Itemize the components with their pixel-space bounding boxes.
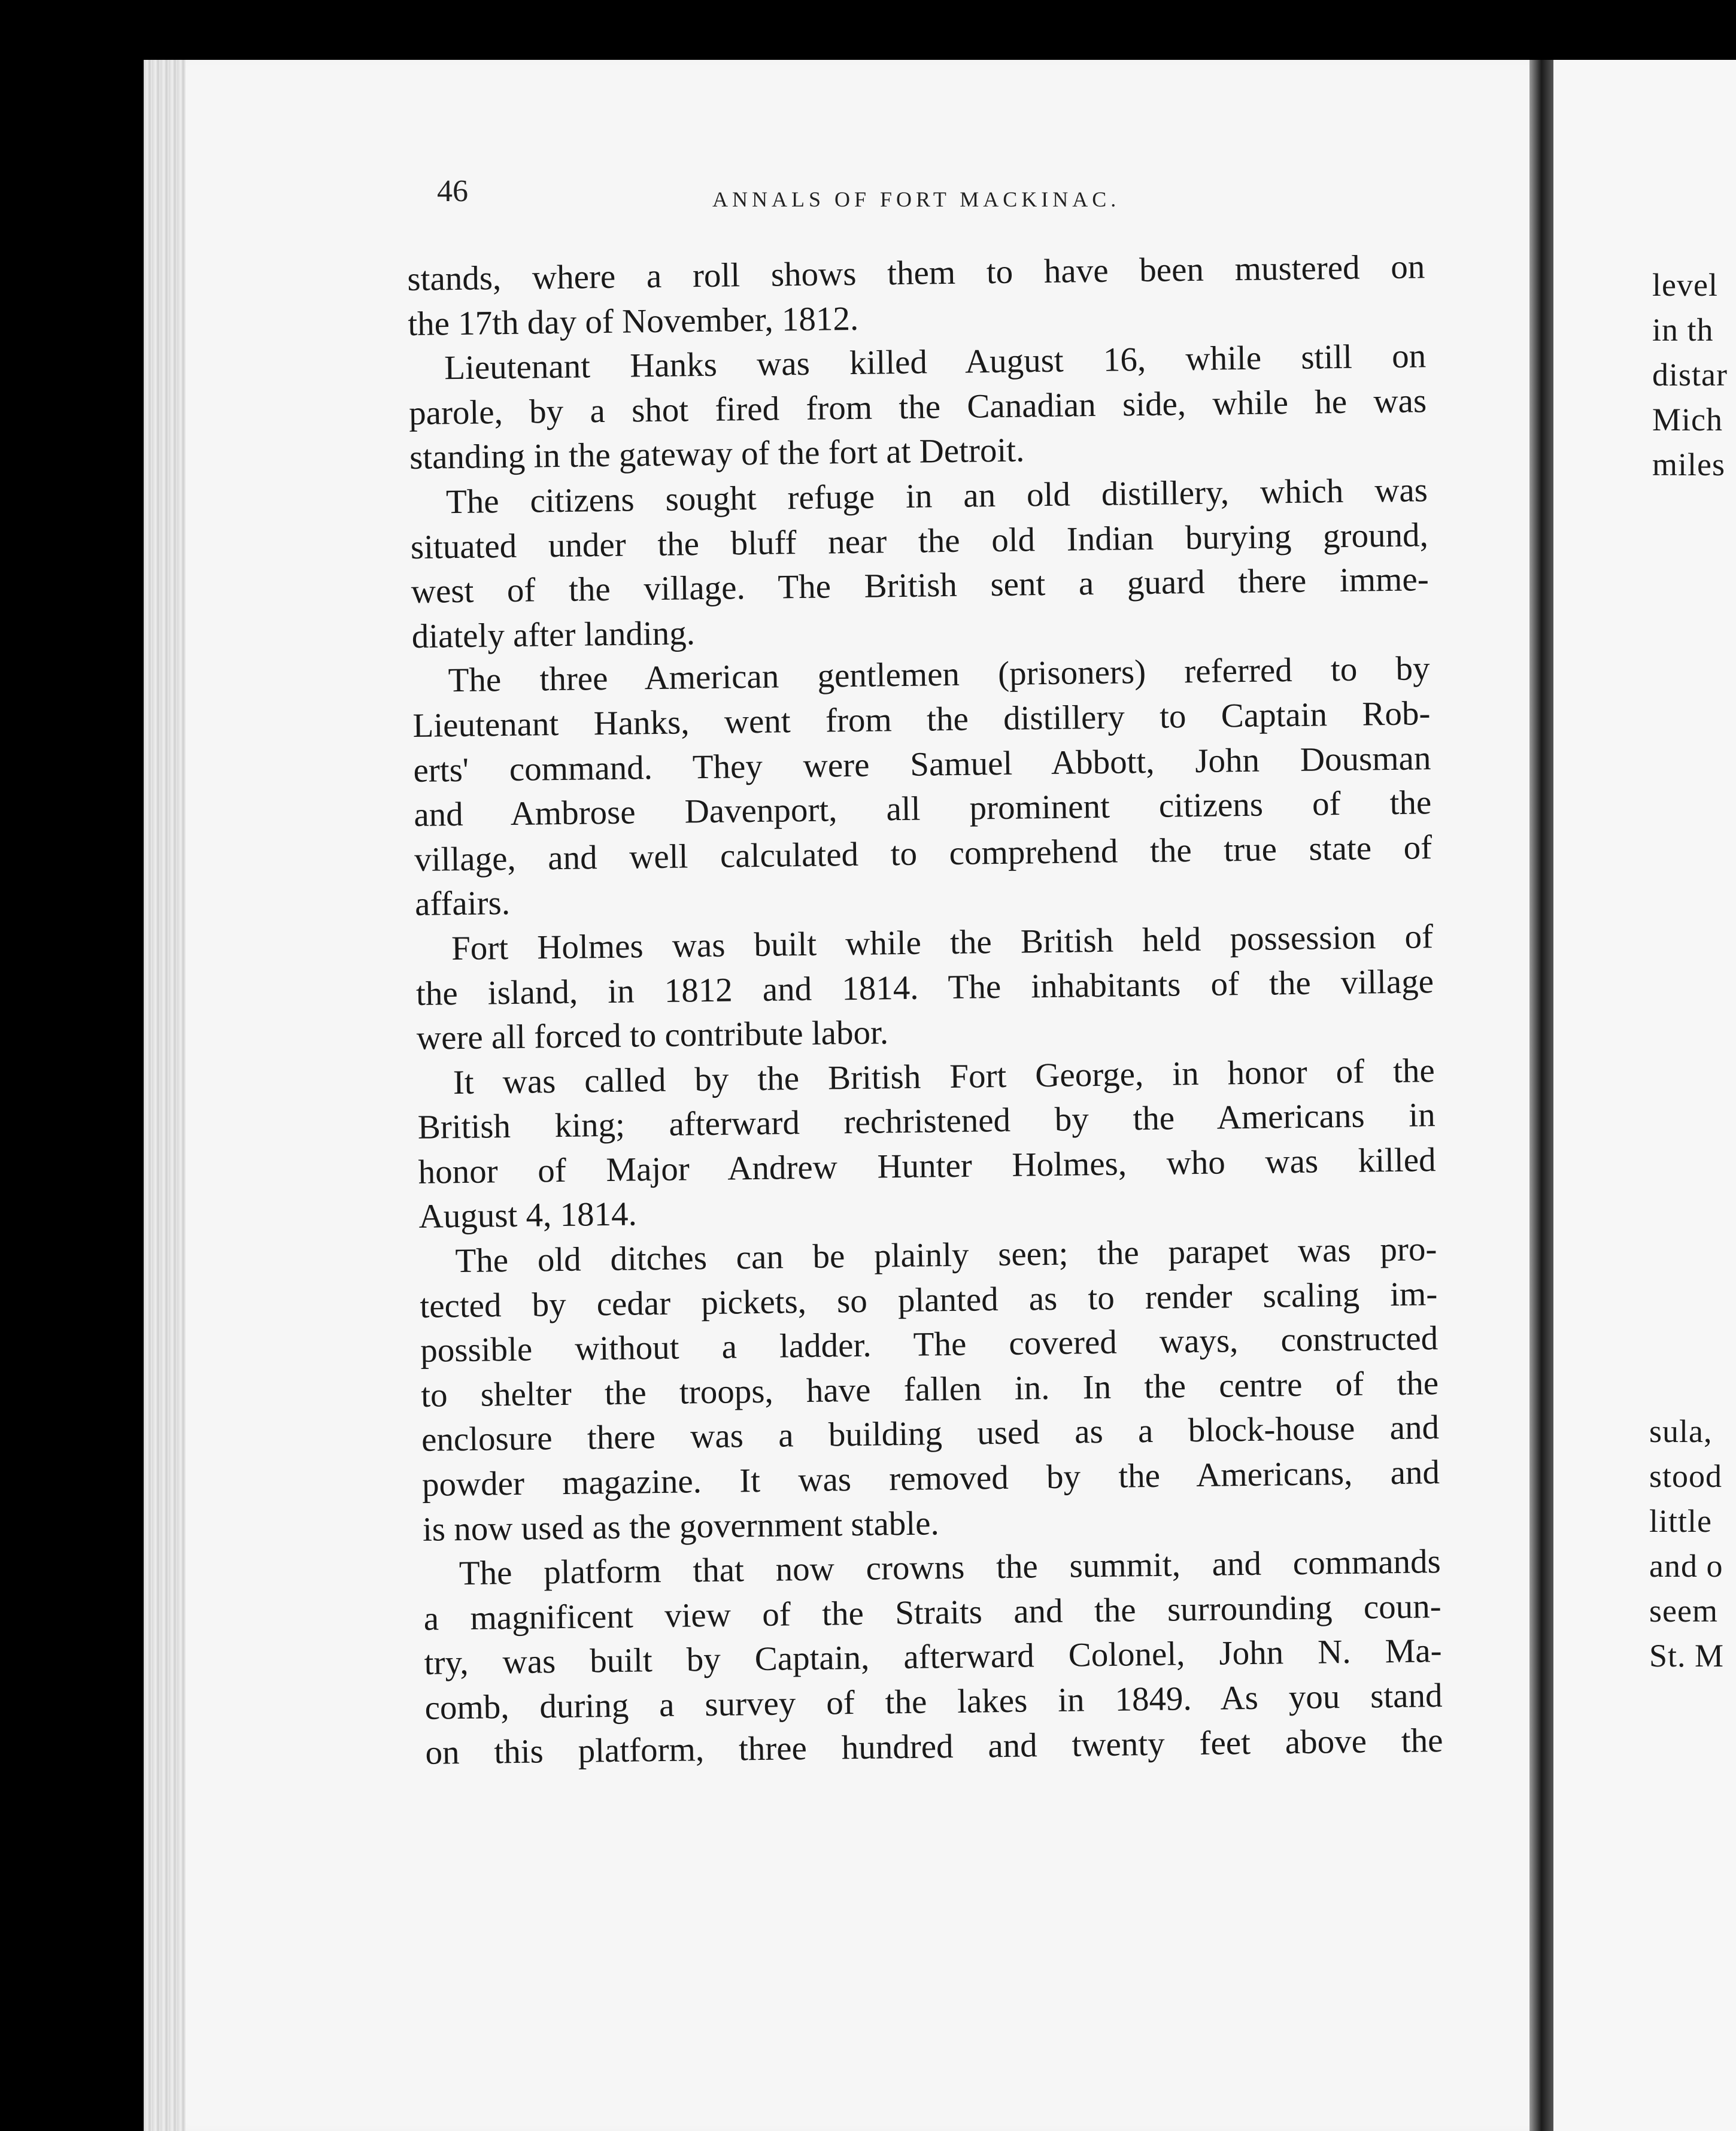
- text-line: British king; afterward rechristened by the Americans in: [417, 1096, 1436, 1147]
- text-line: August 4, 1814.: [418, 1195, 638, 1236]
- text-line: powder magazine. It was removed by the Americans, and: [421, 1453, 1440, 1504]
- right-page-text: level: [1652, 267, 1718, 303]
- right-page-text: miles: [1652, 447, 1725, 482]
- text-line: affairs.: [414, 884, 511, 924]
- right-page-text: St. M: [1649, 1638, 1725, 1674]
- text-line: diately after landing.: [411, 614, 696, 655]
- text-line: to shelter the troops, have fallen in. In the centre of the: [420, 1364, 1439, 1414]
- text-line: a magnificent view of the Straits and the surrounding coun-: [423, 1587, 1442, 1638]
- text-line: comb, during a survey of the lakes in 1849. As you stand: [424, 1677, 1443, 1727]
- text-line: west of the village. The British sent a guard there imme-: [411, 560, 1430, 611]
- text-line: stands, where a roll shows them to have been mustered on: [407, 248, 1425, 298]
- body-text: [407, 245, 1443, 1775]
- text-line: were all forced to contribute labor.: [416, 1013, 889, 1057]
- right-page-text: stood: [1649, 1458, 1723, 1494]
- text-line: erts' command. They were Samuel Abbott, John Dousman: [413, 739, 1431, 790]
- right-page-text: sula,: [1649, 1413, 1713, 1449]
- text-line: the island, in 1812 and 1814. The inhabitants of the village: [415, 962, 1434, 1013]
- right-page-text: seem: [1649, 1593, 1718, 1629]
- text-line: parole, by a shot fired from the Canadian side, while he was: [408, 381, 1427, 432]
- text-line: The platform that now crowns the summit, and commands: [459, 1543, 1441, 1593]
- right-page-text: distar: [1652, 357, 1728, 393]
- text-line: try, was built by Captain, afterward Colonel, John N. Ma-: [424, 1632, 1442, 1683]
- right-page-text: and o: [1649, 1548, 1723, 1584]
- right-page-text: Mich: [1652, 402, 1723, 438]
- right-page-text: little: [1649, 1503, 1712, 1539]
- text-line: Fort Holmes was built while the British held possession of: [451, 918, 1434, 968]
- text-line: possible without a ladder. The covered ways, constructed: [420, 1319, 1438, 1370]
- text-line: situated under the bluff near the old Indian burying ground,: [410, 515, 1429, 566]
- text-line: tected by cedar pickets, so planted as to render scaling im-: [420, 1274, 1438, 1325]
- book-gutter: [1529, 60, 1553, 2131]
- page-number: 46: [437, 174, 468, 208]
- right-page-fragment: [1553, 60, 1736, 2131]
- text-line: The three American gentlemen (prisoners) referred to by: [448, 649, 1430, 700]
- page-header: [437, 174, 1197, 227]
- text-line: on this platform, three hundred and twenty feet above the: [425, 1721, 1443, 1772]
- text-line: It was called by the British Fort George, in honor of the: [453, 1051, 1435, 1101]
- text-line: Lieutenant Hanks was killed August 16, while still on: [444, 337, 1427, 387]
- text-line: the 17th day of November, 1812.: [407, 299, 859, 343]
- text-line: standing in the gateway of the fort at Detroit.: [409, 431, 1025, 477]
- right-page-text: in th: [1652, 312, 1714, 348]
- page-edges: [144, 60, 186, 2131]
- text-line: Lieutenant Hanks, went from the distillery to Captain Rob-: [412, 694, 1431, 745]
- text-line: is now used as the government stable.: [422, 1504, 940, 1549]
- text-line: village, and well calculated to comprehend the true state of: [414, 828, 1432, 879]
- text-line: enclosure there was a building used as a block-house and: [421, 1408, 1440, 1459]
- text-line: The old ditches can be plainly seen; the parapet was pro-: [455, 1230, 1437, 1280]
- running-head: ANNALS OF FORT MACKINAC.: [712, 187, 1121, 211]
- text-line: honor of Major Andrew Hunter Holmes, who was killed: [418, 1140, 1436, 1191]
- text-line: The citizens sought refuge in an old distillery, which was: [445, 471, 1428, 521]
- text-line: and Ambrose Davenport, all prominent citizens of the: [413, 784, 1432, 834]
